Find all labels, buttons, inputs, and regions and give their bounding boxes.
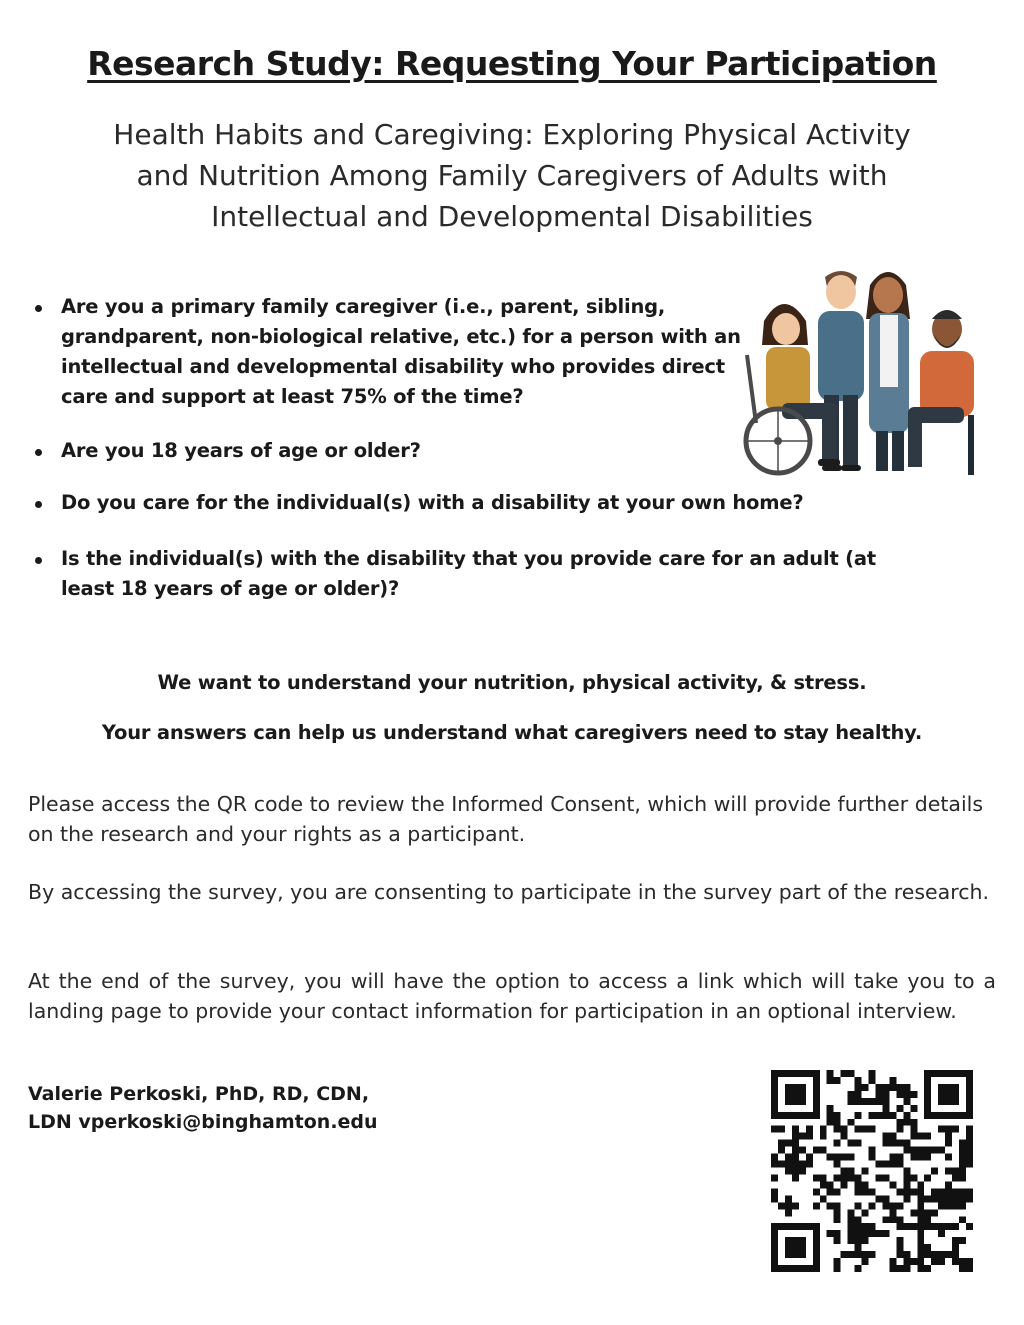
highlight-text: Your answers can help us understand what caregivers need to stay healthy. [101,721,923,744]
consent-paragraph: Please access the QR code to review the Informed Consent, which will provide further details on the research and your rights as a participant. [28,792,984,846]
study-subtitle [60,114,964,237]
interview-paragraph: At the end of the survey, you will have the option to access a link which will take you to a landing page to provide your contact information for participation in an optional interview. [28,969,996,1023]
eligibility-question: Is the individual(s) with the disability that you provide care for an adult (at least 18 years of age or older)? [30,544,891,604]
subtitle-line: and Nutrition Among Family Caregivers of Adults with [136,159,888,192]
eligibility-question: Do you care for the individual(s) with a disability at your own home? [30,488,890,518]
caregivers-group-illustration [742,255,982,483]
contact-name: Valerie Perkoski, PhD, RD, CDN, [28,1083,370,1105]
highlight-text: We want to understand your nutrition, physical activity, & stress. [157,671,867,694]
page-title: Research Study: Requesting Your Participation [87,44,937,83]
subtitle-line: Health Habits and Caregiving: Exploring Physical Activity [113,118,911,151]
eligibility-question: Are you 18 years of age or older? [30,436,890,466]
caregiver-figure [866,272,910,471]
contact-info [28,1080,448,1136]
caregiver-figure [908,310,974,475]
eligibility-question: Are you a primary family caregiver (i.e., parent, sibling, grandparent, non-biological relative, etc.) for a person with an intellectual and developmental disability who provides direct care and support at least 75% of the time? [30,292,741,412]
contact-email: LDN vperkoski@binghamton.edu [28,1111,378,1133]
qr-code-icon[interactable] [771,1070,973,1272]
survey-paragraph: By accessing the survey, you are consenting to participate in the survey part of the research. [28,880,989,904]
subtitle-line: Intellectual and Developmental Disabilities [211,200,813,233]
